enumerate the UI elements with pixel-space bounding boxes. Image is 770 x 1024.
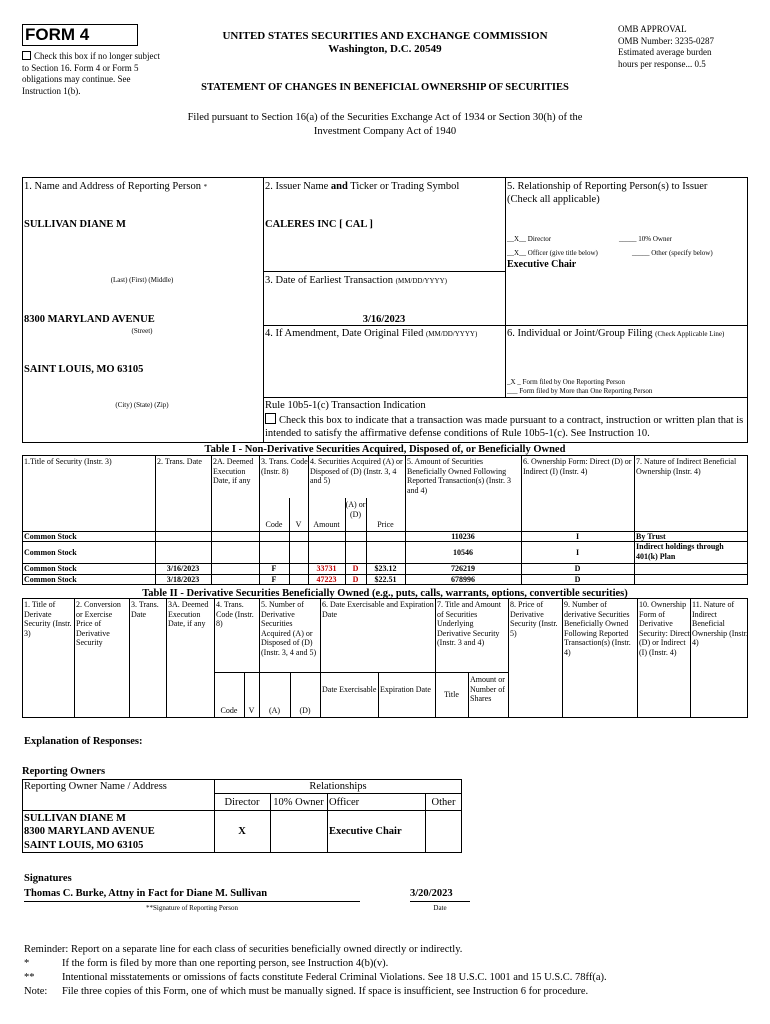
earliest-transaction-date: 3/16/2023 [362, 314, 406, 325]
owners-row-street: 8300 MARYLAND AVENUE [24, 826, 155, 837]
director-option: __X__ Director [507, 235, 552, 243]
table1-header-securities: 4. Securities Acquired (A) or Disposed of (D) (Instr. 3, 4 and 5) [310, 457, 403, 485]
box3-label-text: 3. Date of Earliest Transaction [265, 275, 394, 286]
signature-caption-text: Signature of Reporting Person [153, 904, 238, 912]
owners-col-other: Other [431, 797, 456, 808]
rule10b5-block [265, 413, 747, 440]
box1-label [24, 180, 207, 193]
box3-label-small: (MM/DD/YYYY) [395, 277, 447, 285]
rule10b5-text: Check this box to indicate that a transaction was made pursuant to a contract, instruction or written plan that is intended to satisfy the affirmative defense conditions of Rule 10b5-1(c). See Instruction 10. [265, 415, 744, 439]
star1-text: If the form is filed by more than one reporting person, see Instruction 4(b)(v). [62, 958, 389, 969]
ten-percent-option: _____ 10% Owner [619, 235, 672, 243]
section16-checkbox[interactable] [22, 51, 31, 60]
table1-row-2-amount: 33731 [316, 564, 337, 573]
table1-header-deemed-date: 2A. Deemed Execution Date, if any [213, 457, 254, 485]
table1-row-0-form: I [575, 532, 580, 541]
box1-label-text: 1. Name and Address of Reporting Person [24, 181, 202, 192]
city-caption: (City) (State) (Zip) [115, 401, 169, 409]
reporting-owners-heading: Reporting Owners [22, 766, 106, 777]
table1-sub-amount: Amount [313, 520, 340, 529]
box4-label [265, 327, 477, 340]
table2-header-deemed-date: 3A. Deemed Execution Date, if any [168, 600, 209, 628]
owners-row-officer: Executive Chair [329, 826, 402, 837]
rule10b5-label: Rule 10b5-1(c) Transaction Indication [265, 400, 426, 411]
table2-header-conversion: 2. Conversion or Exercise Price of Derivative Security [76, 600, 121, 647]
agency-city: Washington, D.C. 20549 [328, 43, 442, 55]
table1-header-ownership-form: 6. Ownership Form: Direct (D) or Indirect (I) (Instr. 4) [523, 457, 632, 476]
table1-row-1-owned: 10546 [453, 548, 473, 557]
note-text: File three copies of this Form, one of which must be manually signed. If space is insufficient, see Instruction 6 for procedure. [62, 986, 589, 997]
table2-header-underlying: 7. Title and Amount of Securities Underlying Derivative Security (Instr. 3 and 4) [437, 600, 502, 647]
table1-row-3-owned: 678996 [451, 575, 475, 584]
table1-header-trans-code: 3. Trans. Code (Instr. 8) [261, 457, 308, 476]
box4-label-small: (MM/DD/YYYY) [425, 330, 478, 338]
name-caption: (Last) (First) (Middle) [110, 276, 174, 284]
reporting-person-name: SULLIVAN DIANE M [24, 219, 126, 230]
rule10b5-checkbox[interactable] [265, 413, 276, 424]
filing-option-more: ___ Form filed by More than One Reporting Person [507, 387, 653, 395]
table1-header-amount-owned: 5. Amount of Securities Beneficially Owned Following Reported Transaction(s) (Instr. 3 and 4) [407, 457, 511, 495]
explanation-label: Explanation of Responses: [24, 736, 143, 747]
table1-row-2-title: Common Stock [24, 564, 77, 573]
box5-label [507, 180, 747, 206]
signatures-heading: Signatures [24, 873, 72, 884]
omb-line-3: Estimated average burden [618, 47, 712, 57]
box5-label-line-1: 5. Relationship of Reporting Person(s) to Issuer [507, 181, 708, 192]
table2-title: Table II - Derivative Securities Beneficially Owned (e.g., puts, calls, warrants, options, convertible securities) [142, 588, 628, 599]
box6-label-small: (Check Applicable Line) [655, 330, 725, 338]
table1-sub-v: V [295, 520, 302, 529]
box2-label [265, 180, 459, 193]
filed-pursuant-line-1: Filed pursuant to Section 16(a) of the Securities Exchange Act of 1934 or Section 30(h) of the [187, 112, 583, 123]
owners-row-director: X [238, 826, 246, 837]
table1-row-3-price: $22.51 [374, 575, 397, 584]
table1-sub-price: Price [377, 520, 394, 529]
table1-row-2-owned: 726219 [451, 564, 475, 573]
table2-header-trans-code: 4. Trans. Code (Instr. 8) [216, 600, 254, 628]
box1-label-mark: * [203, 183, 208, 191]
table1-header-title: 1.Title of Security (Instr. 3) [24, 457, 112, 466]
table1-row-2-price: $23.12 [374, 564, 397, 573]
reporting-person-city: SAINT LOUIS, MO 63105 [24, 364, 144, 375]
table2-header-price: 8. Price of Derivative Security (Instr. 5) [510, 600, 558, 638]
box6-label [507, 327, 747, 340]
table1-row-1-form: I [575, 548, 580, 557]
table1-row-3-code: F [271, 575, 277, 584]
table1-sub-a-or-d: (A) or (D) [345, 500, 366, 519]
form-title: FORM 4 [22, 24, 138, 46]
box4-label-text: 4. If Amendment, Date Original Filed [265, 328, 424, 339]
table2-sub-d: (D) [299, 706, 311, 715]
owners-col-relationships: Relationships [309, 781, 367, 792]
reporting-person-street: 8300 MARYLAND AVENUE [24, 314, 155, 325]
table2-sub-code: Code [220, 706, 238, 715]
star2-text: Intentional misstatements or omissions of facts constitute Federal Criminal Violations. See 18 U.S.C. 1001 and 15 U.S.C. 78ff(a). [62, 972, 607, 983]
table1-title: Table I - Non-Derivative Securities Acquired, Disposed of, or Beneficially Owned [204, 444, 566, 455]
table2-header-ownership-form: 10. Ownership Form of Derivative Security: Direct (D) or Indirect (I) (Instr. 4) [639, 600, 690, 657]
table2-sub-amount: Amount or Number of Shares [470, 675, 505, 703]
table2-sub-date-exercisable: Date Exercisable [322, 685, 377, 694]
signature-date: 3/20/2023 [410, 888, 453, 899]
omb-line-4: hours per response... 0.5 [618, 58, 706, 69]
table1-row-2-a-or-d: D [352, 564, 359, 573]
date-caption: Date [433, 904, 447, 912]
table1-row-2-form: D [574, 564, 581, 573]
table1-row-3-a-or-d: D [352, 575, 359, 584]
reminder-text: Reminder: Report on a separate line for each class of securities beneficially owned directly or indirectly. [24, 944, 463, 955]
box3-label [265, 274, 447, 287]
issuer-name: CALERES INC [ CAL ] [265, 219, 373, 230]
omb-line-2: OMB Number: 3235-0287 [618, 35, 714, 46]
table1-row-3-form: D [574, 575, 581, 584]
table2-header-title: 1. Title of Derivate Security (Instr. 3) [24, 600, 72, 638]
table2-sub-a: (A) [268, 706, 281, 715]
table1-header-nature: 7. Nature of Indirect Beneficial Ownership (Instr. 4) [636, 457, 737, 476]
owners-row-name: SULLIVAN DIANE M [24, 813, 126, 824]
owners-col-ten-percent: 10% Owner [273, 797, 324, 808]
table1-row-0-nature: By Trust [636, 532, 666, 541]
box2-label-post: Ticker or Trading Symbol [347, 181, 460, 192]
section16-text: Check this box if no longer subject to Section 16. Form 4 or Form 5 obligations may continue. See Instruction 1(b). [22, 51, 160, 96]
table1-row-3-title: Common Stock [24, 575, 77, 584]
owners-col-director: Director [224, 797, 260, 808]
box2-label-pre: 2. Issuer Name [265, 181, 331, 192]
omb-approval [618, 24, 758, 70]
box2-label-and: and [330, 181, 348, 192]
table1-row-2-date: 3/16/2023 [166, 564, 200, 573]
table1-sub-code: Code [265, 520, 283, 529]
table2-header-number-owned: 9. Number of derivative Securities Beneficially Owned Following Reported Transaction(s) (Instr. 4) [564, 600, 631, 657]
officer-title: Executive Chair [507, 259, 577, 270]
box6-label-text: 6. Individual or Joint/Group Filing [507, 328, 653, 339]
star1-mark: * [24, 958, 30, 969]
owners-row-city: SAINT LOUIS, MO 63105 [24, 840, 144, 851]
owners-col-officer: Officer [329, 797, 360, 808]
section16-checkbox-block [22, 51, 160, 97]
owners-col-name: Reporting Owner Name / Address [24, 781, 167, 792]
filing-option-one: _X _ Form filed by One Reporting Person [507, 378, 626, 386]
table2-header-nature: 11. Nature of Indirect Beneficial Ownership (Instr. 4) [692, 600, 748, 647]
table1-row-1-title: Common Stock [24, 548, 77, 557]
table2-header-trans-date: 3. Trans. Date [131, 600, 159, 619]
table2-sub-v: V [248, 706, 255, 715]
agency-name: UNITED STATES SECURITIES AND EXCHANGE COMMISSION [222, 30, 548, 42]
other-option: _____ Other (specify below) [632, 249, 713, 257]
table2-sub-expiration: Expiration Date [380, 685, 431, 694]
box5-label-line-2: (Check all applicable) [507, 194, 600, 205]
officer-option: __X__ Officer (give title below) [507, 249, 598, 257]
table1-row-0-title: Common Stock [24, 532, 77, 541]
table1-row-3-date: 3/18/2023 [166, 575, 200, 584]
table2-sub-title: Title [444, 690, 459, 699]
table2-header-date-exercisable: 6. Date Exercisable and Expiration Date [322, 600, 434, 619]
table1-header-trans-date: 2. Trans. Date [157, 457, 202, 466]
table2-header-number: 5. Number of Derivative Securities Acquired (A) or Disposed of (D) (Instr. 3, 4 and 5) [261, 600, 317, 657]
omb-line-1: OMB APPROVAL [618, 24, 687, 34]
table1-row-3-amount: 47223 [316, 575, 337, 584]
table1-row-1-nature: Indirect holdings through 401(k) Plan [636, 542, 724, 561]
statement-title: STATEMENT OF CHANGES IN BENEFICIAL OWNERSHIP OF SECURITIES [201, 82, 569, 93]
note-mark: Note: [24, 986, 48, 997]
street-caption: (Street) [131, 327, 153, 335]
filed-pursuant-line-2: Investment Company Act of 1940 [313, 126, 457, 137]
table1-row-0-owned: 110236 [451, 532, 475, 541]
signature-caption-marks: ** [146, 904, 154, 912]
table1-row-2-code: F [271, 564, 277, 573]
signature-caption [24, 904, 360, 913]
signer-name: Thomas C. Burke, Attny in Fact for Diane M. Sullivan [24, 888, 268, 899]
star2-mark: ** [24, 972, 35, 983]
filed-pursuant [60, 111, 710, 139]
